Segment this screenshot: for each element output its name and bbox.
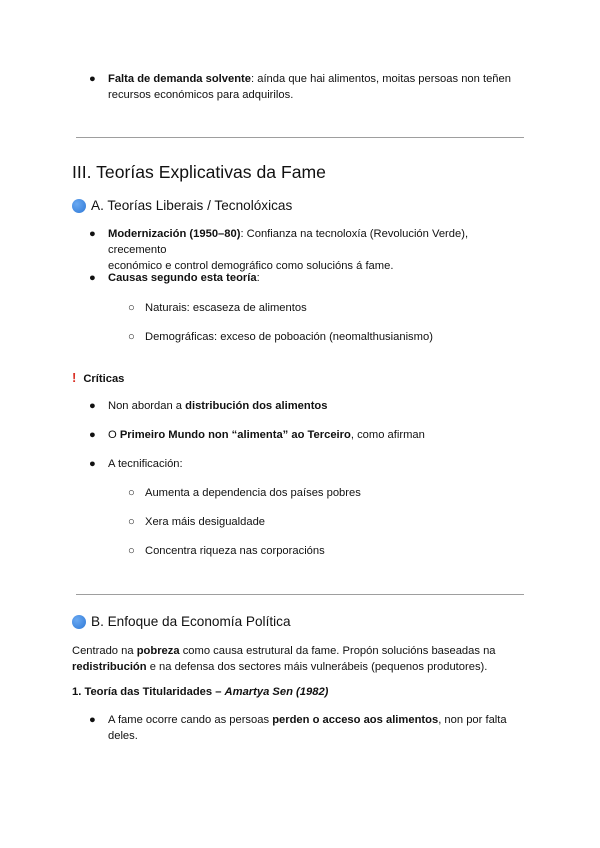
list-subitem: Concentra riqueza nas corporacións [145, 545, 325, 557]
section-heading: B. Enfoque da Economía Política [72, 613, 291, 631]
list-subitem: Xera máis desigualdade [145, 516, 266, 528]
bullet-icon: ● [89, 429, 96, 441]
bullet-icon: ● [89, 458, 96, 470]
bullet-icon: ● [89, 400, 96, 412]
list-item: Non abordan a distribución dos alimentos [108, 400, 328, 412]
hollow-bullet-icon: ○ [128, 545, 135, 557]
section-heading: A. Teorías Liberais / Tecnolóxicas [72, 197, 292, 215]
blue-circle-icon [72, 615, 86, 629]
bullet-icon: ● [89, 714, 96, 726]
bullet-icon: ● [89, 272, 96, 284]
blue-circle-icon [72, 199, 86, 213]
list-subitem: Demográficas: exceso de poboación (neomalthusianismo) [145, 331, 433, 343]
hollow-bullet-icon: ○ [128, 331, 135, 343]
exclamation-icon: ! [72, 370, 77, 385]
bullet-icon: ● [89, 228, 96, 240]
sub-heading: 1. Teoría das Titularidades – Amartya Sen (1982) [72, 686, 329, 698]
list-item: Modernización (1950–80): Confianza na tecnoloxía (Revolución Verde), crecemento económico e control demográfico como solucións á fame. [108, 228, 469, 272]
criticas-heading: ! Críticas [72, 370, 125, 385]
list-item: Falta de demanda solvente: aínda que hai alimentos, moitas persoas non teñen recursos económicos para adquirilos. [108, 73, 511, 101]
page-title: III. Teorías Explicativas da Fame [72, 162, 326, 182]
list-item: O Primeiro Mundo non “alimenta” ao Terceiro, como afirman [108, 429, 425, 441]
hollow-bullet-icon: ○ [128, 487, 135, 499]
hollow-bullet-icon: ○ [128, 516, 135, 528]
list-item: Causas segundo esta teoría: [108, 272, 260, 284]
paragraph: Centrado na pobreza como causa estrutural da fame. Propón solucións baseadas na redistribución e na defensa dos sectores máis vulnerábeis (pequenos produtores). [72, 645, 496, 673]
divider [76, 137, 524, 138]
list-subitem: Naturais: escaseza de alimentos [145, 302, 307, 314]
list-item: A tecnificación: [108, 458, 183, 470]
list-subitem: Aumenta a dependencia dos países pobres [145, 487, 361, 499]
divider [76, 594, 524, 595]
list-item: A fame ocorre cando as persoas perden o acceso aos alimentos, non por falta deles. [108, 714, 507, 742]
bullet-icon: ● [89, 73, 96, 85]
hollow-bullet-icon: ○ [128, 302, 135, 314]
